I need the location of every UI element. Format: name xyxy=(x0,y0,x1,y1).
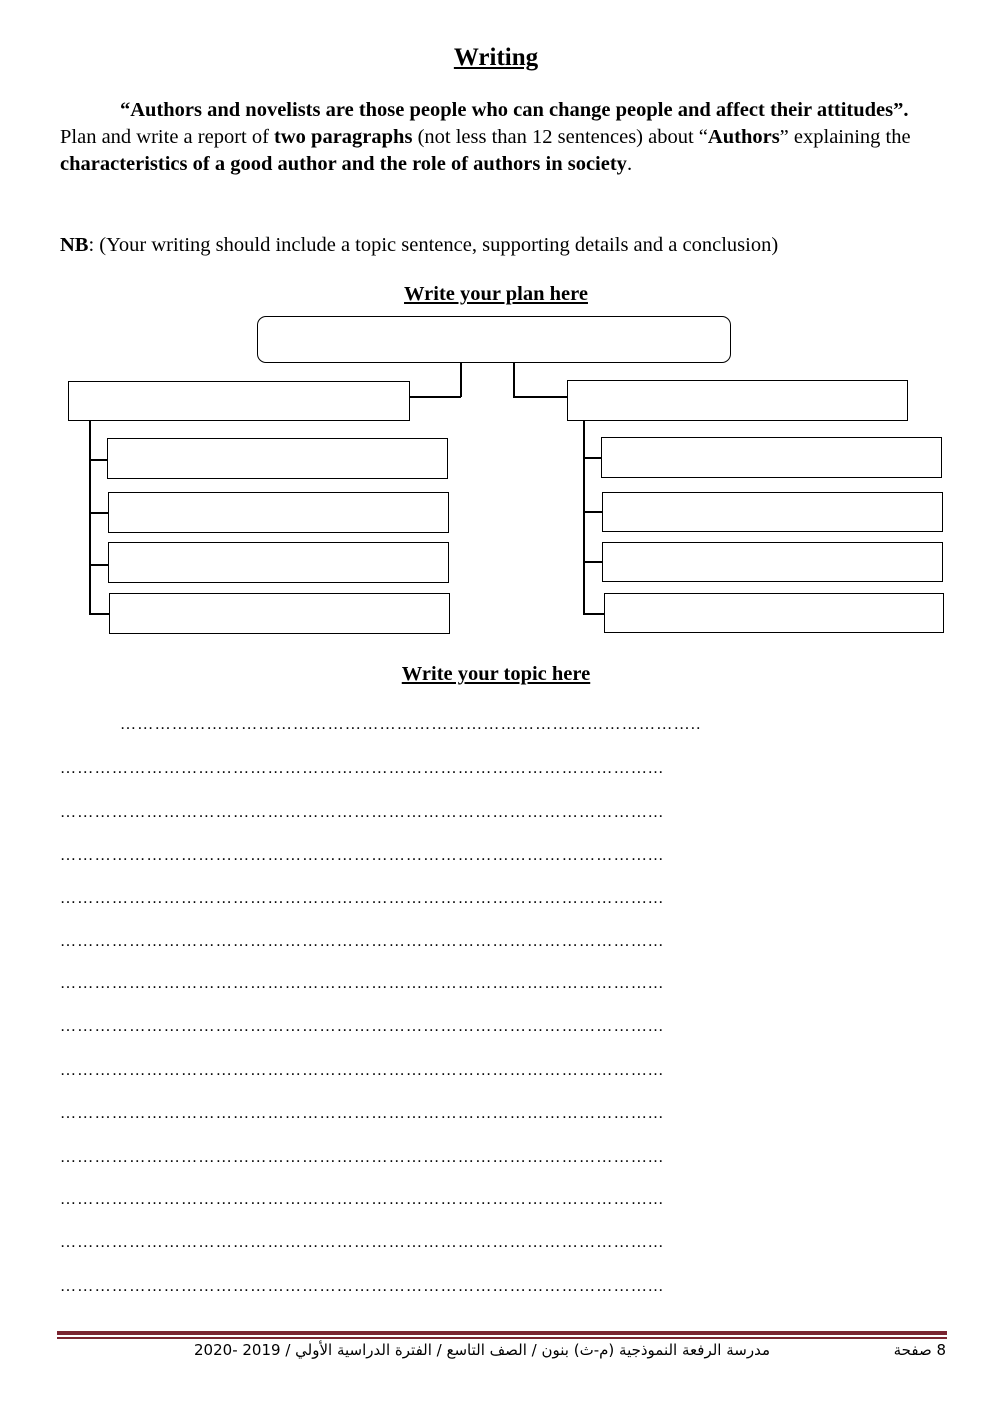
instruction-bold-text: characteristics of a good author and the role of authors in society xyxy=(60,153,627,175)
writing-line[interactable]: …………………………………………………………………………………………... xyxy=(60,975,665,992)
plan-paragraph-2-box[interactable] xyxy=(567,380,908,421)
writing-line[interactable]: ……………………………………………………………………………………….. xyxy=(120,716,702,733)
instructions-paragraph xyxy=(60,97,940,178)
connector-line xyxy=(583,421,585,614)
connector-line xyxy=(460,363,462,397)
writing-line[interactable]: …………………………………………………………………………………………... xyxy=(60,1278,665,1295)
nb-label: NB xyxy=(60,234,89,256)
writing-line[interactable]: …………………………………………………………………………………………... xyxy=(60,847,665,864)
instruction-bold-text: Authors xyxy=(707,126,780,148)
connector-line xyxy=(409,396,461,398)
footer-page-number: 8 صفحة xyxy=(893,1341,946,1359)
connector-line xyxy=(89,613,109,615)
plan-heading: Write your plan here xyxy=(404,283,588,305)
nb-text: : (Your writing should include a topic sentence, supporting details and a conclusion) xyxy=(88,234,779,256)
writing-line[interactable]: …………………………………………………………………………………………... xyxy=(60,1191,665,1208)
writing-line[interactable]: …………………………………………………………………………………………... xyxy=(60,804,665,821)
plan-detail-box[interactable] xyxy=(602,542,943,582)
instruction-text: ” explaining the xyxy=(779,126,911,148)
page-title: Writing xyxy=(453,44,539,71)
instruction-text: . xyxy=(626,153,633,175)
plan-detail-box[interactable] xyxy=(601,437,942,478)
instruction-text: (not less than 12 sentences) about “ xyxy=(412,126,708,148)
instruction-bold-text: two paragraphs xyxy=(274,126,413,148)
writing-line[interactable]: …………………………………………………………………………………………... xyxy=(60,1018,665,1035)
connector-line xyxy=(513,363,515,397)
quote-text: “Authors and novelists are those people who can change people and affect their attitudes”. xyxy=(120,99,909,121)
connector-line xyxy=(583,457,601,459)
connector-line xyxy=(89,459,107,461)
plan-detail-box[interactable] xyxy=(604,593,944,633)
plan-detail-box[interactable] xyxy=(108,492,449,533)
writing-line[interactable]: …………………………………………………………………………………………... xyxy=(60,760,665,777)
writing-line[interactable]: …………………………………………………………………………………………... xyxy=(60,1149,665,1166)
plan-paragraph-1-box[interactable] xyxy=(68,381,410,421)
writing-line[interactable]: …………………………………………………………………………………………... xyxy=(60,890,665,907)
topic-heading: Write your topic here xyxy=(401,663,591,685)
connector-line xyxy=(89,564,108,566)
connector-line xyxy=(513,396,567,398)
writing-line[interactable]: …………………………………………………………………………………………... xyxy=(60,1105,665,1122)
connector-line xyxy=(583,561,602,563)
footer-school-text: مدرسة الرفعة النموذجية (م-ث) بنون / الصف التاسع / الفترة الدراسية الأولي / 2019 -2020 xyxy=(194,1341,770,1359)
plan-detail-box[interactable] xyxy=(109,593,450,634)
nb-note xyxy=(60,232,940,259)
writing-line[interactable]: …………………………………………………………………………………………... xyxy=(60,1234,665,1251)
footer-rule xyxy=(57,1331,947,1335)
plan-detail-box[interactable] xyxy=(602,492,943,532)
connector-line xyxy=(89,421,91,614)
connector-line xyxy=(583,613,604,615)
plan-detail-box[interactable] xyxy=(108,542,449,583)
plan-detail-box[interactable] xyxy=(107,438,448,479)
writing-line[interactable]: …………………………………………………………………………………………... xyxy=(60,1062,665,1079)
connector-line xyxy=(583,511,602,513)
instruction-text: Plan and write a report of xyxy=(60,126,275,148)
connector-line xyxy=(89,512,108,514)
writing-line[interactable]: …………………………………………………………………………………………... xyxy=(60,933,665,950)
plan-topic-box[interactable] xyxy=(257,316,731,363)
footer-rule xyxy=(57,1337,947,1339)
